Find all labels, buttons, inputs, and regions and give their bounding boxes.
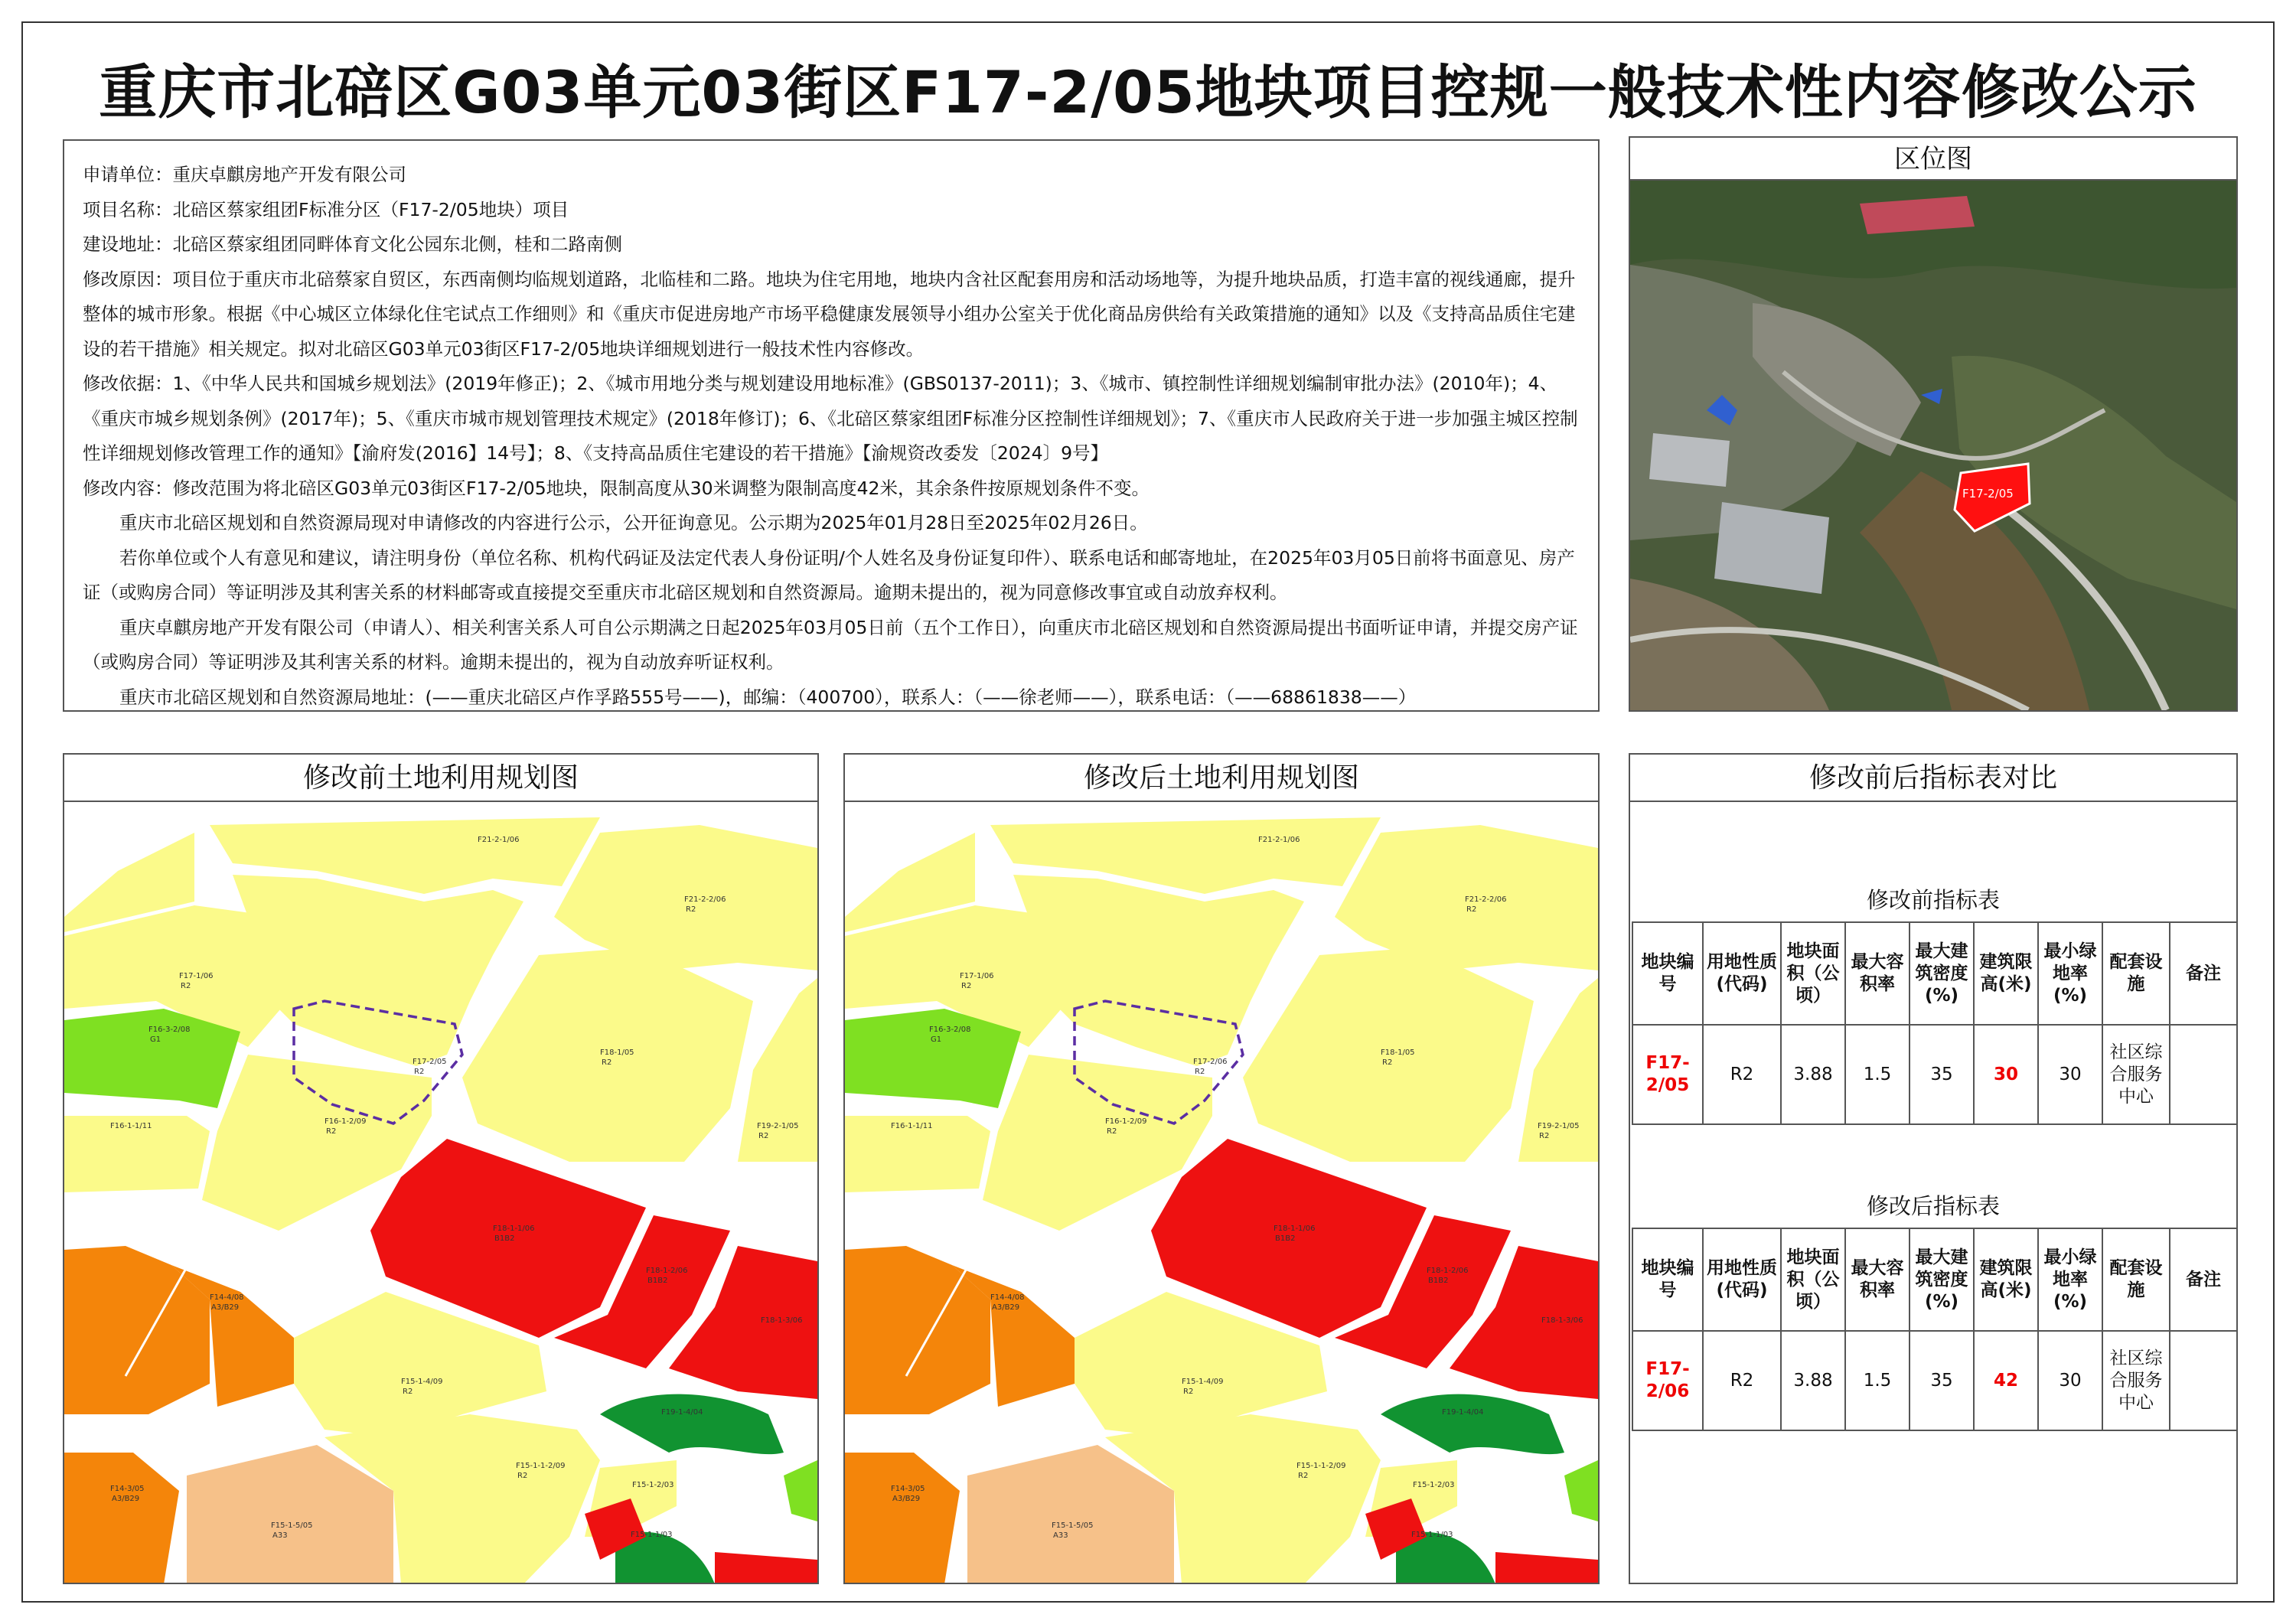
parcel-label: F18-1-2/06 [1427, 1267, 1469, 1275]
header-cell: 最大建筑密度(%) [1910, 1228, 1974, 1331]
parcel-label: F19-2-1/05 [1538, 1122, 1580, 1130]
parcel-label: F15-1-5/05 [271, 1521, 313, 1530]
header-cell: 配套设施 [2102, 1228, 2170, 1331]
parcel-label: F18-1/05 [1381, 1048, 1415, 1057]
parcel-label: R2 [403, 1388, 413, 1396]
map-after-title: 修改后土地利用规划图 [845, 755, 1598, 802]
table-cell: 35 [1910, 1331, 1974, 1430]
parcel-label: A3/B29 [992, 1303, 1020, 1312]
parcel-label: R2 [602, 1058, 612, 1067]
header-cell: 最大建筑密度(%) [1910, 922, 1974, 1025]
parcel-label: F15-1-4/09 [1182, 1378, 1224, 1386]
parcel-label: F15-1-1/03 [1411, 1531, 1453, 1539]
parcel-label: R2 [326, 1127, 337, 1136]
parcel-label: F16-3-2/08 [148, 1026, 191, 1034]
header-cell: 建筑限高(米) [1974, 922, 2038, 1025]
map-before-panel [63, 753, 819, 1584]
header-cell: 用地性质(代码) [1703, 922, 1781, 1025]
height-limit-cell: 42 [1974, 1331, 2038, 1430]
parcel-label: F16-1-2/09 [325, 1117, 367, 1126]
table-cell [2170, 1331, 2237, 1430]
applicant-line: 申请单位：重庆卓麒房地产开发有限公司 [83, 164, 406, 185]
table-cell: 1.5 [1845, 1025, 1910, 1124]
parcel-label: F15-1-2/03 [632, 1481, 674, 1489]
notice-paragraph-1: 重庆市北碚区规划和自然资源局现对申请修改的内容进行公示，公开征询意见。公示期为2025年01月28日至2025年02月26日。 [119, 512, 1148, 533]
basis-paragraph: 修改依据：1、《中华人民共和国城乡规划法》(2019年修正)；2、《城市用地分类与规划建设用地标准》(GBS0137-2011)；3、《城市、镇控制性详细规划编制审批办法》(2010年)；4、《重庆市城乡规划条例》(2017年)；5、《重庆市城市规划管理技术规定》(2018年修订)；6、《北碚区蔡家组团F标准分区控制性详细规划》；7、《重庆市人民政府关于进一步加强主城区控制性详细规划修改管理工作的通知》【渝府发(2016】14号】；8、《支持高品质住宅建设的若干措施》【渝规资改委发〔2024〕9号】 [83, 373, 1578, 464]
table-row [1632, 1025, 2237, 1124]
header-cell: 地块编号 [1632, 1228, 1703, 1331]
header-cell: 最大容积率 [1845, 1228, 1910, 1331]
table-row [1632, 1331, 2237, 1430]
header-cell: 地块编号 [1632, 922, 1703, 1025]
parcel-label: G1 [931, 1035, 942, 1044]
table-cell: R2 [1703, 1331, 1781, 1430]
project-name-line: 项目名称：北碚区蔡家组团F标准分区（F17-2/05地块）项目 [83, 198, 569, 220]
parcel-label: F17-2/06 [1193, 1058, 1228, 1066]
parcel-label: F18-1-3/06 [1541, 1316, 1583, 1325]
parcel-label: F14-3/05 [891, 1485, 925, 1493]
parcel-label: F14-4/08 [210, 1293, 244, 1302]
parcel-label: F16-1-2/09 [1105, 1117, 1147, 1126]
after-table-title: 修改后指标表 [1866, 1193, 2000, 1219]
parcel-label: F19-1-4/04 [1442, 1408, 1484, 1417]
parcel-label: F18-1-1/06 [493, 1225, 535, 1233]
parcel-label: F15-1-5/05 [1052, 1521, 1094, 1530]
parcel-label: F21-2-2/06 [684, 895, 726, 904]
page-title: 重庆市北碚区G03单元03街区F17-2/05地块项目控规一般技术性内容修改公示 [99, 58, 2197, 126]
parcel-label: F15-1-1/03 [631, 1531, 673, 1539]
header-cell: 用地性质(代码) [1703, 1228, 1781, 1331]
location-map-title: 区位图 [1630, 138, 2236, 181]
parcel-label: F14-4/08 [990, 1293, 1025, 1302]
parcel-label: F21-2-1/06 [478, 836, 520, 844]
parcel-label: R2 [758, 1132, 769, 1140]
site-marker-label: F17-2/05 [1962, 487, 2014, 501]
before-index-table [1632, 921, 2238, 1125]
satellite-image [1630, 181, 2236, 710]
parcel-label: R2 [181, 982, 191, 990]
address-line: 建设地址：北碚区蔡家组团同畔体育文化公园东北侧，桂和二路南侧 [83, 233, 622, 255]
after-index-table [1632, 1228, 2238, 1431]
parcel-id-cell: F17-2/06 [1632, 1331, 1703, 1430]
parcel-label: F18-1-1/06 [1274, 1225, 1316, 1233]
parcel-label: F14-3/05 [110, 1485, 145, 1493]
header-cell: 最小绿地率(%) [2038, 922, 2102, 1025]
notice-paragraph-2: 若你单位或个人有意见和建议，请注明身份（单位名称、机构代码证及法定代表人身份证明/个人姓名及身份证复印件）、联系电话和邮寄地址，在2025年03月05日前将书面意见、房产证（或购房合同）等证明涉及其利害关系的材料邮寄或直接提交至重庆市北碚区规划和自然资源局。逾期未提出的，视为同意修改事宜或自动放弃权利。 [83, 546, 1575, 603]
parcel-label: F16-3-2/08 [929, 1026, 971, 1034]
parcel-id-cell: F17-2/05 [1632, 1025, 1703, 1124]
parcel-label: A33 [1053, 1531, 1068, 1540]
header-cell: 地块面积（公顷） [1781, 922, 1845, 1025]
table-cell: 社区综合服务中心 [2102, 1025, 2170, 1124]
table-cell: 3.88 [1781, 1331, 1845, 1430]
parcel-label: R2 [961, 982, 972, 990]
table-cell: 社区综合服务中心 [2102, 1331, 2170, 1430]
header-cell: 备注 [2170, 1228, 2237, 1331]
header-cell: 建筑限高(米) [1974, 1228, 2038, 1331]
parcel-label: F19-1-4/04 [661, 1408, 703, 1417]
comparison-title: 修改前后指标表对比 [1630, 755, 2236, 802]
parcel-label: F16-1-1/11 [891, 1122, 933, 1130]
parcel-label: R2 [1539, 1132, 1550, 1140]
parcel-label: A33 [272, 1531, 288, 1540]
parcel-label: B1B2 [494, 1234, 515, 1243]
parcel-label: R2 [1183, 1388, 1194, 1396]
land-use-map-before [64, 802, 817, 1584]
parcel-label: F15-1-1-2/09 [1296, 1462, 1346, 1470]
parcel-label: F18-1-3/06 [761, 1316, 803, 1325]
table-cell: 30 [2038, 1331, 2102, 1430]
parcel-label: F19-2-1/05 [757, 1122, 799, 1130]
table-cell: 1.5 [1845, 1331, 1910, 1430]
parcel-label: R2 [414, 1068, 425, 1076]
parcel-label: F16-1-1/11 [110, 1122, 152, 1130]
before-table-title: 修改前指标表 [1866, 887, 2000, 913]
parcel-label: B1B2 [1275, 1234, 1296, 1243]
parcel-label: F15-1-4/09 [401, 1378, 443, 1386]
parcel-label: G1 [150, 1035, 161, 1044]
content-paragraph: 修改内容：修改范围为将北碚区G03单元03街区F17-2/05地块，限制高度从30米调整为限制高度42米，其余条件按原规划条件不变。 [83, 477, 1150, 499]
map-after-panel [843, 753, 1600, 1584]
notice-paragraph-4: 重庆市北碚区规划和自然资源局地址：(——重庆北碚区卢作孚路555号——)，邮编：（400700），联系人：（——徐老师——），联系电话：（——68861838——） [119, 686, 1417, 708]
parcel-label: R2 [1466, 905, 1477, 914]
table-cell [2170, 1025, 2237, 1124]
parcel-label: R2 [1382, 1058, 1393, 1067]
parcel-label: F17-2/05 [413, 1058, 447, 1066]
parcel-label: F18-1/05 [600, 1048, 634, 1057]
location-map-panel [1629, 136, 2238, 712]
parcel-label: F15-1-2/03 [1413, 1481, 1455, 1489]
parcel-label: A3/B29 [211, 1303, 240, 1312]
header-cell: 地块面积（公顷） [1781, 1228, 1845, 1331]
header-cell: 最小绿地率(%) [2038, 1228, 2102, 1331]
parcel-label: B1B2 [647, 1277, 668, 1285]
parcel-label: R2 [517, 1472, 528, 1480]
table-cell: 30 [2038, 1025, 2102, 1124]
table-cell: R2 [1703, 1025, 1781, 1124]
land-use-map-after [845, 802, 1598, 1584]
table-cell: 35 [1910, 1025, 1974, 1124]
info-panel [63, 139, 1600, 712]
parcel-label: R2 [1195, 1068, 1205, 1076]
parcel-label: F18-1-2/06 [646, 1267, 688, 1275]
header-cell: 备注 [2170, 922, 2237, 1025]
reason-paragraph: 修改原因：项目位于重庆市北碚蔡家自贸区，东西南侧均临规划道路，北临桂和二路。地块为住宅用地，地块内含社区配套用房和活动场地等，为提升地块品质，打造丰富的视线通廊，提升整体的城市形象。根据《中心城区立体绿化住宅试点工作细则》和《重庆市促进房地产市场平稳健康发展领导小组办公室关于优化商品房供给有关政策措施的通知》以及《支持高品质住宅建设的若干措施》相关规定。拟对北碚区G03单元03街区F17-2/05地块详细规划进行一般技术性内容修改。 [83, 268, 1576, 360]
parcel-label: F21-2-1/06 [1258, 836, 1300, 844]
header-cell: 最大容积率 [1845, 922, 1910, 1025]
header-cell: 配套设施 [2102, 922, 2170, 1025]
comparison-panel [1629, 753, 2238, 1584]
parcel-label: R2 [1298, 1472, 1309, 1480]
map-before-title: 修改前土地利用规划图 [64, 755, 817, 802]
parcel-label: F17-1/06 [960, 972, 994, 980]
parcel-label: R2 [686, 905, 696, 914]
parcel-label: F15-1-1-2/09 [516, 1462, 566, 1470]
height-limit-cell: 30 [1974, 1025, 2038, 1124]
notice-paragraph-3: 重庆卓麒房地产开发有限公司（申请人）、相关利害关系人可自公示期满之日起2025年03月05日前（五个工作日），向重庆市北碚区规划和自然资源局提出书面听证申请，并提交房产证（或购房合同）等证明涉及其利害关系的材料。逾期未提出的，视为自动放弃听证权利。 [83, 616, 1578, 673]
parcel-label: A3/B29 [112, 1495, 140, 1503]
parcel-label: B1B2 [1428, 1277, 1449, 1285]
parcel-label: F17-1/06 [179, 972, 214, 980]
parcel-label: R2 [1107, 1127, 1117, 1136]
parcel-label: A3/B29 [892, 1495, 921, 1503]
table-cell: 3.88 [1781, 1025, 1845, 1124]
parcel-label: F21-2-2/06 [1465, 895, 1507, 904]
